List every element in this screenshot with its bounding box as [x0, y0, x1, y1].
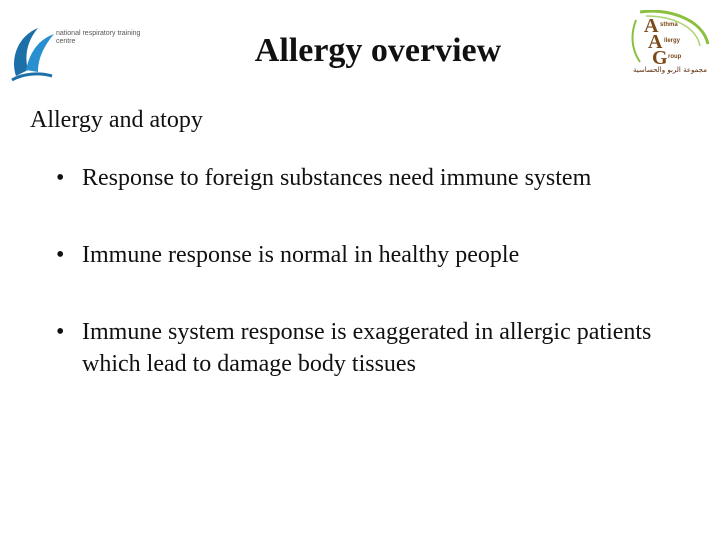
- bullet-dot-icon: •: [56, 319, 65, 345]
- bullet-item: [56, 162, 696, 194]
- arabic-org-name: مجموعة الربو والحساسية: [633, 66, 707, 74]
- letter-g: G: [652, 47, 668, 69]
- word-sthma: sthma: [660, 22, 678, 28]
- slide-subtitle: Allergy and atopy: [30, 107, 203, 133]
- word-llergy: llergy: [664, 38, 681, 44]
- bullet-dot-icon: •: [56, 165, 65, 191]
- bullet-text: Response to foreign substances need immune system: [82, 165, 592, 191]
- page-title: Allergy overview: [254, 32, 502, 69]
- bullet-dot-icon: •: [56, 242, 65, 268]
- bullet-text: Immune system response is exaggerated in allergic patients which lead to damage body tissues: [82, 319, 652, 377]
- letter-a1: A: [644, 15, 659, 37]
- org-name: national respiratory training centre: [56, 30, 141, 45]
- bullet-item: [56, 239, 696, 271]
- letter-a2: A: [648, 31, 663, 53]
- word-roup: roup: [668, 54, 682, 60]
- bullet-item: [56, 316, 696, 380]
- bullet-text: Immune response is normal in healthy people: [82, 242, 520, 268]
- bullet-list: [56, 162, 696, 425]
